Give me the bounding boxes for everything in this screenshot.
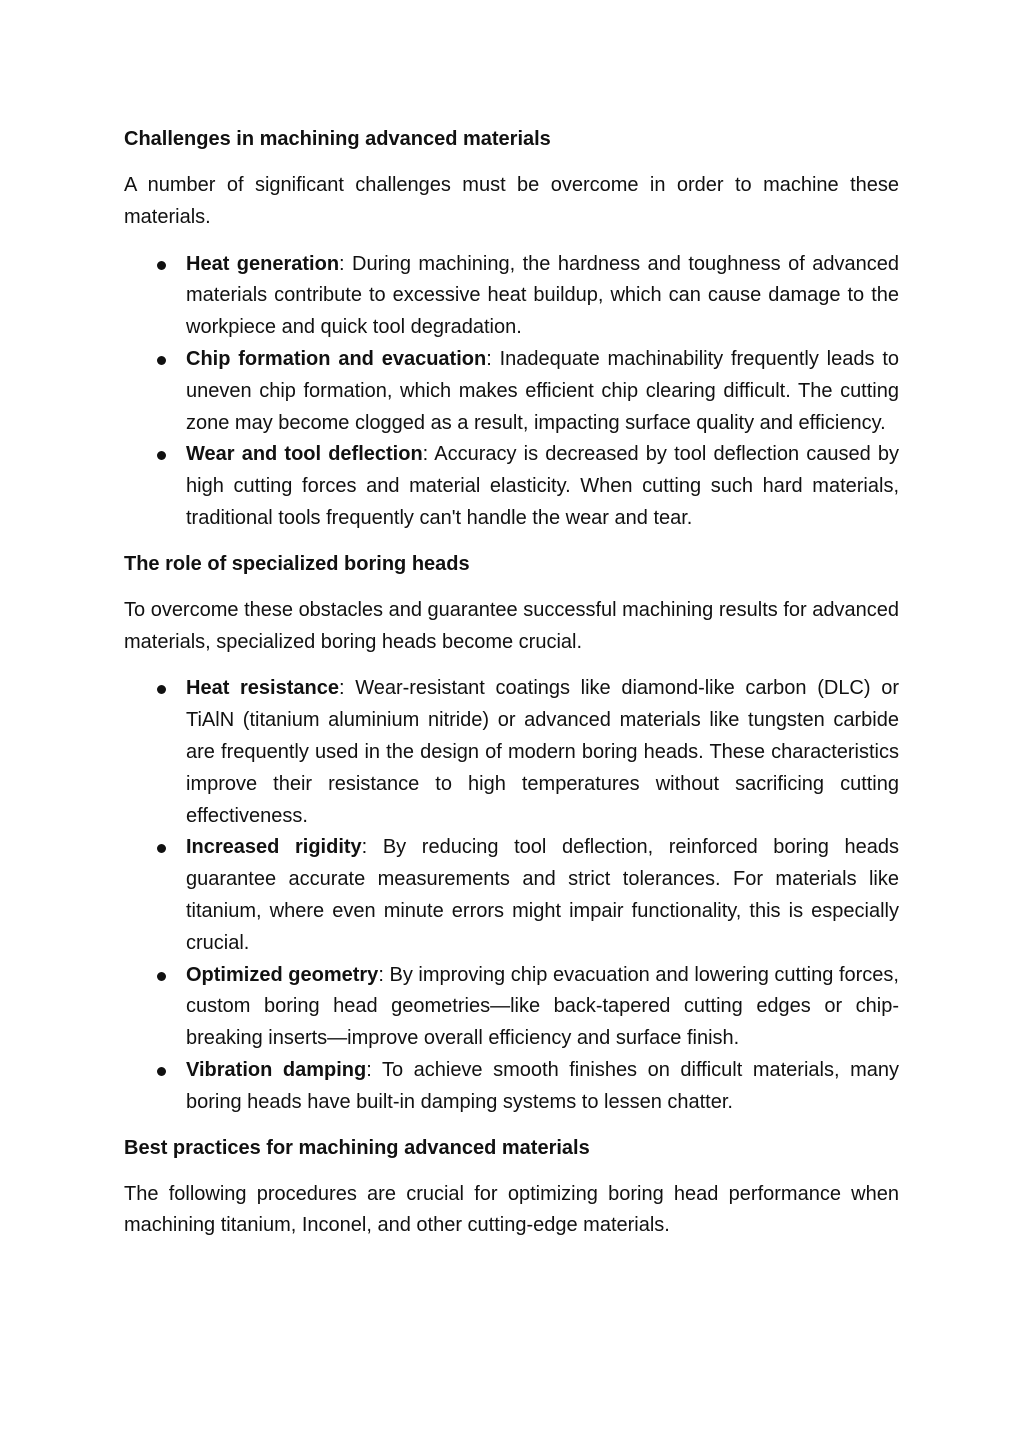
bullet-text: : During machining, the hardness and toughness of advanced materials contribute to excessive heat buildup, which can cause damage to the workpiece and quick tool degradation. (186, 252, 899, 339)
bullet-text: : Inadequate machinability frequently leads to uneven chip formation, which makes efficient chip clearing difficult. The cutting zone may become clogged as a result, impacting surface quality and efficiency. (186, 347, 900, 434)
bullet-icon (157, 451, 166, 460)
list-item (124, 960, 899, 1055)
bullet-text: : Accuracy is decreased by tool deflection caused by high cutting forces and material elasticity. When cutting such hard materials, traditional tools frequently can't handle the wear and tear. (186, 443, 899, 529)
document-page (124, 124, 899, 1242)
section-intro: A number of significant challenges must be overcome in order to machine these materials. (124, 174, 899, 228)
section-heading: The role of specialized boring heads (124, 552, 470, 575)
bullet-icon (157, 356, 166, 365)
bullet-icon (157, 261, 166, 270)
bullet-text: : Wear-resistant coatings like diamond-like carbon (DLC) or TiAlN (titanium aluminium nitride) or advanced materials like tungsten carbide are frequently used in the design of modern boring heads. These characteristics improve their resistance to high temperatures without sacrificing cutting effectiveness. (186, 677, 899, 827)
bullet-term: Optimized geometry (186, 963, 379, 986)
section-intro: To overcome these obstacles and guarantee successful machining results for advanced materials, specialized boring heads become crucial. (124, 598, 899, 653)
bullet-list (124, 249, 899, 535)
bullet-text: : By improving chip evacuation and lowering cutting forces, custom boring head geometries—like back-tapered cutting edges or chip-breaking inserts—improve overall efficiency and surface finish. (186, 963, 899, 1050)
list-item (124, 673, 899, 832)
section-heading: Challenges in machining advanced materials (124, 128, 551, 150)
bullet-list (124, 673, 899, 1118)
bullet-term: Chip formation and evacuation (186, 347, 487, 370)
bullet-term: Heat resistance (186, 677, 339, 700)
section-heading: Best practices for machining advanced materials (124, 1136, 590, 1159)
bullet-icon (157, 844, 166, 853)
list-item (124, 439, 899, 534)
section-intro: The following procedures are crucial for optimizing boring head performance when machining titanium, Inconel, and other cutting-edge materials. (124, 1182, 899, 1237)
list-item (124, 344, 899, 439)
bullet-term: Increased rigidity (186, 836, 362, 859)
bullet-icon (157, 972, 166, 981)
bullet-term: Heat generation (186, 252, 340, 275)
bullet-term: Wear and tool deflection (186, 443, 423, 466)
bullet-icon (157, 1067, 166, 1076)
bullet-text: : By reducing tool deflection, reinforced boring heads guarantee accurate measurements and strict tolerances. For materials like titanium, where even minute errors might impair functionality, this is especially crucial. (186, 836, 899, 954)
bullet-text: : To achieve smooth finishes on difficult materials, many boring heads have built-in damping systems to lessen chatter. (186, 1058, 899, 1113)
list-item (124, 1055, 899, 1119)
list-item (124, 249, 899, 344)
list-item (124, 832, 899, 959)
bullet-term: Vibration damping (186, 1058, 367, 1081)
bullet-icon (157, 685, 166, 694)
